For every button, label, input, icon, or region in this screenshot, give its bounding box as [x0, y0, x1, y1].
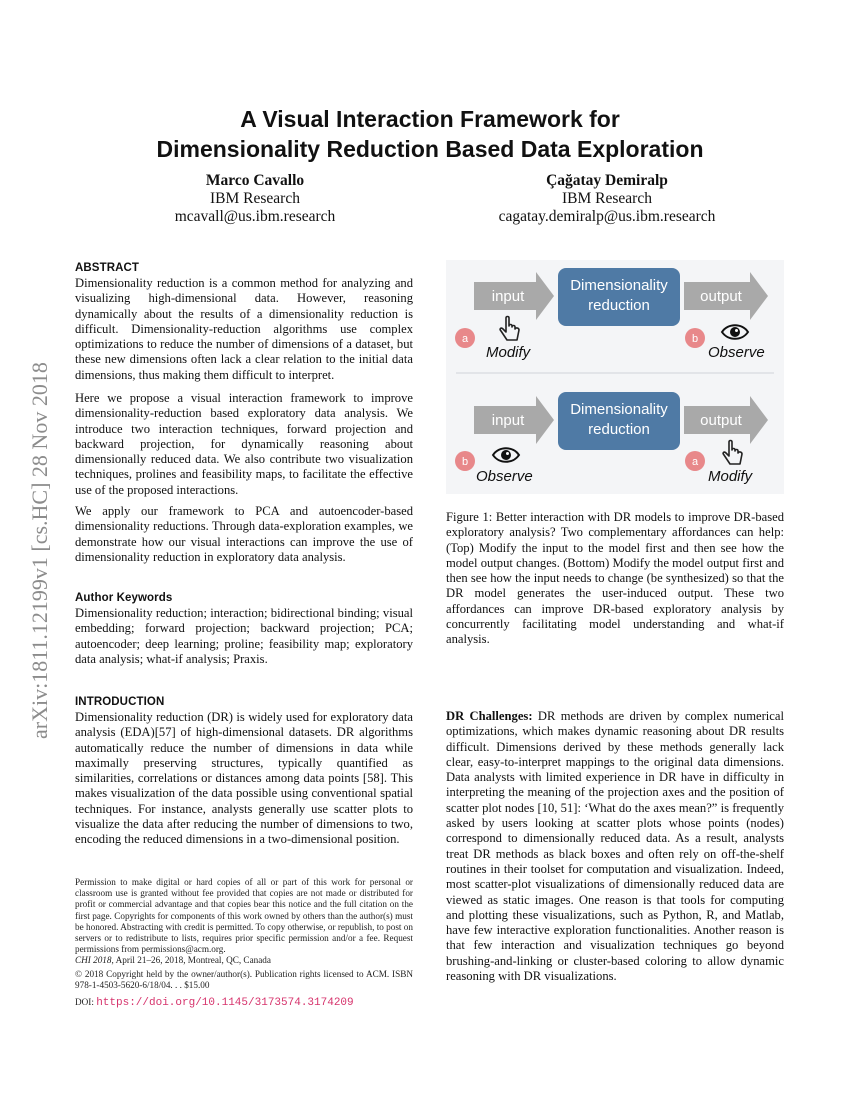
bottom-right-badge-letter: a — [691, 456, 699, 468]
top-right-badge-letter: b — [691, 333, 699, 345]
doi-label: DOI: — [75, 997, 97, 1007]
bottom-left-action: Observe — [476, 468, 533, 485]
top-left-badge-letter: a — [461, 333, 469, 345]
dr-challenges-paragraph — [446, 709, 784, 984]
top-pipeline — [455, 268, 768, 361]
bottom-dr-label-1: Dimensionality — [570, 401, 668, 418]
paper-title — [100, 104, 760, 164]
abstract-paragraph-2: Here we propose a visual interaction framework to improve dimensionality-reduction based exploratory data analysis. We introduce two interaction techniques, forward projection and backward projection, for dynamically reasoning about dimensionally reduced data. We also contribute two visualization techniques, prolines and feasibility maps, to facilitate the effective use of the proposed interactions. — [75, 391, 413, 497]
introduction-text: Dimensionality reduction (DR) is widely used for exploratory data analysis (EDA)[57] of high-dimensional datasets. DR algorithms automatically reduce the number of dimensions in data while maximally preserving structures, typically quantified as similarities, correlations or distances among data points [58]. This makes visualization of the data possible using conventional spatial techniques. For instance, analysts generally use scatter plots to visualize the data after reducing the number of dimensions to two, encoding the reduced dimensions in a two-dimensional position. — [75, 710, 413, 847]
abstract-paragraph-1: Dimensionality reduction is a common method for analyzing and visualizing high-dimensional data. However, reasoning dynamically about the results of a dimensionality reduction is difficult. Dimensionality-reduction algorithms use complex optimizations to reduce the number of dimensions of a dataset, but these new dimensions often lack a clear relation to the initial data dimensions, thus making them difficult to interpret. — [75, 276, 413, 382]
conference-line — [75, 955, 413, 966]
top-dr-label-1: Dimensionality — [570, 277, 668, 294]
top-left-action: Modify — [486, 344, 531, 361]
conference-name: CHI 2018 — [75, 955, 112, 965]
title-line-2: Dimensionality Reduction Based Data Exploration — [156, 136, 704, 162]
eye-icon — [722, 325, 748, 339]
dr-challenges-text: DR methods are driven by complex numerical optimizations, which makes dynamic reasoning about DR results difficult. Dimensions derived by these methods generally lack clear, easy-to-interpret mappings to the original data dimensions. Data analysts with limited experience in DR have in difficulty in interpreting the meaning of the projection axes and the position of scatter plot nodes [10, 51]: ‘What do the axes mean?” is frequently asked by users looking at scatter plots whose points (nodes) correspond to dimensionally reduced data. As a result, analysts treat DR methods as black boxes and often rely on off-the-shelf routines in their toolset for computation and visualization. Indeed, most scatter-plot visualizations of dimensionally reduced data are viewed as static images. One reason is that tools for computing and plotting these visualizations, such as Python, R, and Matlab, have few interactive exploration functionalities. Another reason is that few interaction and visualization techniques go beyond brushing-and-linking or cluster-based coloring to allow dynamic reasoning with DR visualizations. — [446, 709, 784, 984]
top-input-label: input — [491, 288, 525, 305]
author-affiliation: IBM Research — [562, 190, 652, 207]
keywords-text: Dimensionality reduction; interaction; bidirectional binding; visual embedding; forward projection; backward projection; PCA; autoencoder; deep learning; proline; feasibility map; exploratory data analysis; what-if analysis; Praxis. — [75, 606, 413, 666]
conference-details: , April 21–26, 2018, Montreal, QC, Canada — [111, 955, 271, 965]
abstract-paragraph-3: We apply our framework to PCA and autoencoder-based dimensionality reductions. Through data-exploration examples, we demonstrate how our visual interactions can improve the use of dimensionality reduction in exploratory data analysis. — [75, 504, 413, 564]
doi-line — [75, 997, 413, 1009]
top-dr-label-2: reduction — [588, 297, 650, 314]
bottom-right-action: Modify — [708, 468, 753, 485]
bottom-left-badge-letter: b — [461, 456, 469, 468]
figure-1 — [446, 260, 784, 494]
top-right-action: Observe — [708, 344, 765, 361]
bottom-output-label: output — [700, 412, 742, 429]
permission-notice: Permission to make digital or hard copies of all or part of this work for personal or classroom use is granted without fee provided that copies are not made or distributed for profit or commercial advantage and that copies bear this notice and the full citation on the first page. Copyrights for components of this work owned by others than the author(s) must be honored. Abstracting with credit is permitted. To copy otherwise, or republish, to post on servers or to redistribute to lists, requires prior specific permission and/or a fee. Request permissions from permissions@acm.org. — [75, 877, 413, 955]
dr-challenges-lead: DR Challenges: — [446, 709, 533, 723]
author-block-2 — [467, 172, 747, 226]
bottom-input-label: input — [491, 412, 525, 429]
author-block-1 — [115, 172, 395, 226]
author-email: cagatay.demiralp@us.ibm.research — [498, 208, 716, 225]
bottom-pipeline — [455, 392, 768, 485]
author-email: mcavall@us.ibm.research — [174, 208, 336, 225]
hand-pointer-icon — [500, 317, 519, 341]
arxiv-sidebar-stamp: arXiv:1811.12199v1 [cs.HC] 28 Nov 2018 — [27, 362, 52, 739]
figure-1-diagram — [446, 260, 784, 494]
doi-link[interactable]: https://doi.org/10.1145/3173574.3174209 — [96, 997, 354, 1009]
bottom-dr-label-2: reduction — [588, 421, 650, 438]
hand-pointer-icon — [723, 441, 742, 465]
author-name: Çağatay Demiralp — [546, 172, 668, 189]
title-line-1: A Visual Interaction Framework for — [240, 106, 620, 132]
eye-icon — [493, 448, 519, 462]
introduction-heading: INTRODUCTION — [75, 696, 165, 708]
copyright-line: © 2018 Copyright held by the owner/author(s). Publication rights licensed to ACM. ISBN 978-1-4503-5620-6/18/04. . . $15.00 — [75, 969, 413, 991]
top-output-label: output — [700, 288, 742, 305]
author-name: Marco Cavallo — [205, 172, 305, 189]
abstract-heading: ABSTRACT — [75, 262, 140, 274]
figure-1-caption: Figure 1: Better interaction with DR models to improve DR-based exploratory analysis? Two complementary affordances can help: (Top) Modify the input to the model first and then see how the model output changes. (Bottom) Modify the model output first and then see how the input needs to change (be synthesized) so that the DR model generates the user-induced output. These two affordances can improve DR-based exploratory analysis by concurrently facilitating model understanding and what-if analysis. — [446, 510, 784, 647]
author-affiliation: IBM Research — [210, 190, 300, 207]
keywords-heading: Author Keywords — [75, 592, 173, 604]
